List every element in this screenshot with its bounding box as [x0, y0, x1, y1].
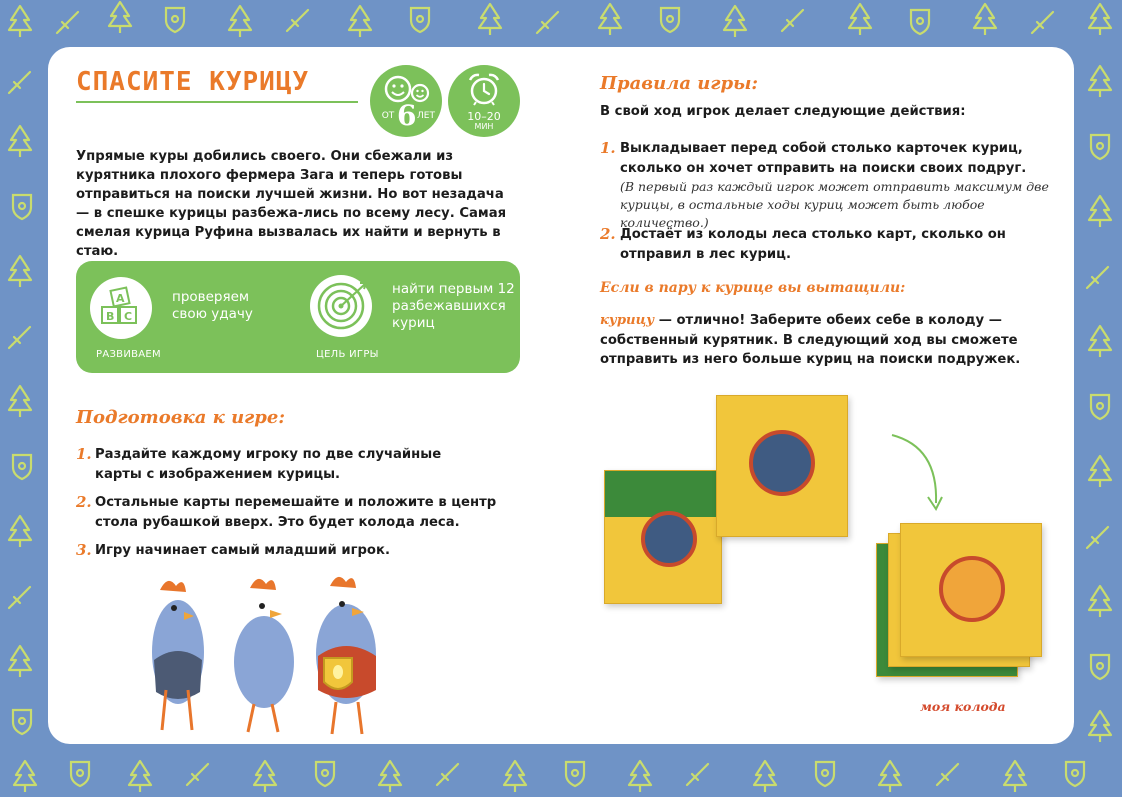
rules-heading: Правила игры:	[600, 73, 759, 94]
intro-text: Упрямые куры добились своего. Они сбежали из курятника плохого фермера Зага и теперь готовы отправиться на поиски лучшей жизни. Но вот незадача — в спешке курицы разбежа-лись по всему лесу. Самая смелая курица Руфина вызвалась их найти и вернуть в стаю.	[76, 149, 507, 259]
rules-step-2-num: 2.	[600, 225, 616, 243]
setup-step-1-num: 1.	[76, 445, 92, 463]
setup-heading: Подготовка к игре:	[76, 407, 285, 428]
goal-icon-circle	[310, 275, 372, 337]
lion-portrait	[939, 556, 1005, 622]
time-unit: МИН	[474, 122, 494, 131]
chicken-card	[716, 395, 848, 537]
chickens-illustration	[140, 572, 440, 742]
pair-text: — отлично! Заберите обеих себе в колоду — собственный курятник. В следующий ход вы сможете отправить из него больше куриц на поиски подружек.	[600, 313, 1021, 367]
rules-lead: В свой ход игрок делает следующие действия:	[600, 104, 966, 119]
setup-step-1-text: Раздайте каждому игроку по две случайные карты с изображением курицы.	[95, 447, 442, 482]
info-box	[76, 261, 520, 373]
alarm-clock-icon	[466, 71, 502, 107]
title-underline	[76, 101, 358, 103]
pair-heading: Если в пару к курице вы вытащили:	[600, 280, 906, 296]
age-suffix: ЛЕТ	[417, 111, 435, 121]
goal-caption: ЦЕЛЬ ИГРЫ	[316, 349, 379, 360]
pair-accent-word: курицу	[600, 313, 655, 328]
setup-step-2-num: 2.	[76, 493, 92, 511]
setup-step-3-text: Игру начинает самый младший игрок.	[95, 543, 390, 558]
age-number: 6	[397, 99, 417, 132]
forest-strip	[605, 471, 721, 517]
target-icon	[310, 275, 372, 337]
abc-blocks-icon	[90, 277, 152, 339]
chicken-left	[152, 581, 204, 730]
arrow-icon	[888, 427, 948, 517]
develops-caption: РАЗВИВАЕМ	[96, 349, 161, 360]
pair-paragraph	[600, 311, 1040, 370]
rules-step-1-note: (В первый раз каждый игрок может отправить максимум две курицы, в остальные ходы куриц может быть любое количество.)	[620, 179, 1049, 230]
deck-card-top	[900, 523, 1042, 657]
svg-text:C: C	[124, 310, 133, 323]
rules-page	[48, 47, 1074, 744]
time-range: 10–20	[467, 110, 501, 123]
time-badge	[448, 65, 520, 137]
goal-text: найти первым 12 разбежавшихся куриц	[392, 281, 515, 331]
chicken-portrait-1	[641, 511, 697, 567]
setup-step-3-num: 3.	[76, 541, 92, 559]
chicken-right-knight	[316, 577, 376, 734]
rules-step-1-num: 1.	[600, 139, 616, 157]
develops-text: проверяем свою удачу	[172, 289, 253, 322]
age-prefix: ОТ	[381, 111, 395, 121]
develops-icon-circle	[90, 277, 152, 339]
setup-step-2-text: Остальные карты перемешайте и положите в центр стола рубашкой вверх. Это будет колода леса.	[95, 495, 497, 530]
age-badge	[370, 65, 442, 137]
page-title: СПАСИТЕ КУРИЦУ	[76, 67, 310, 97]
forest-card	[604, 470, 722, 604]
rules-step-1-text: Выкладывает перед собой столько карточек куриц, сколько он хочет отправить на поиски своих подруг.	[620, 141, 1027, 176]
svg-text:A: A	[116, 292, 125, 305]
rules-step-2-text: Достаёт из колоды леса столько карт, сколько он отправил в лес куриц.	[620, 227, 1006, 262]
svg-text:B: B	[106, 310, 115, 323]
chicken-middle	[234, 579, 294, 732]
chicken-portrait-2	[749, 430, 815, 496]
deck-label: моя колода	[920, 699, 1006, 714]
